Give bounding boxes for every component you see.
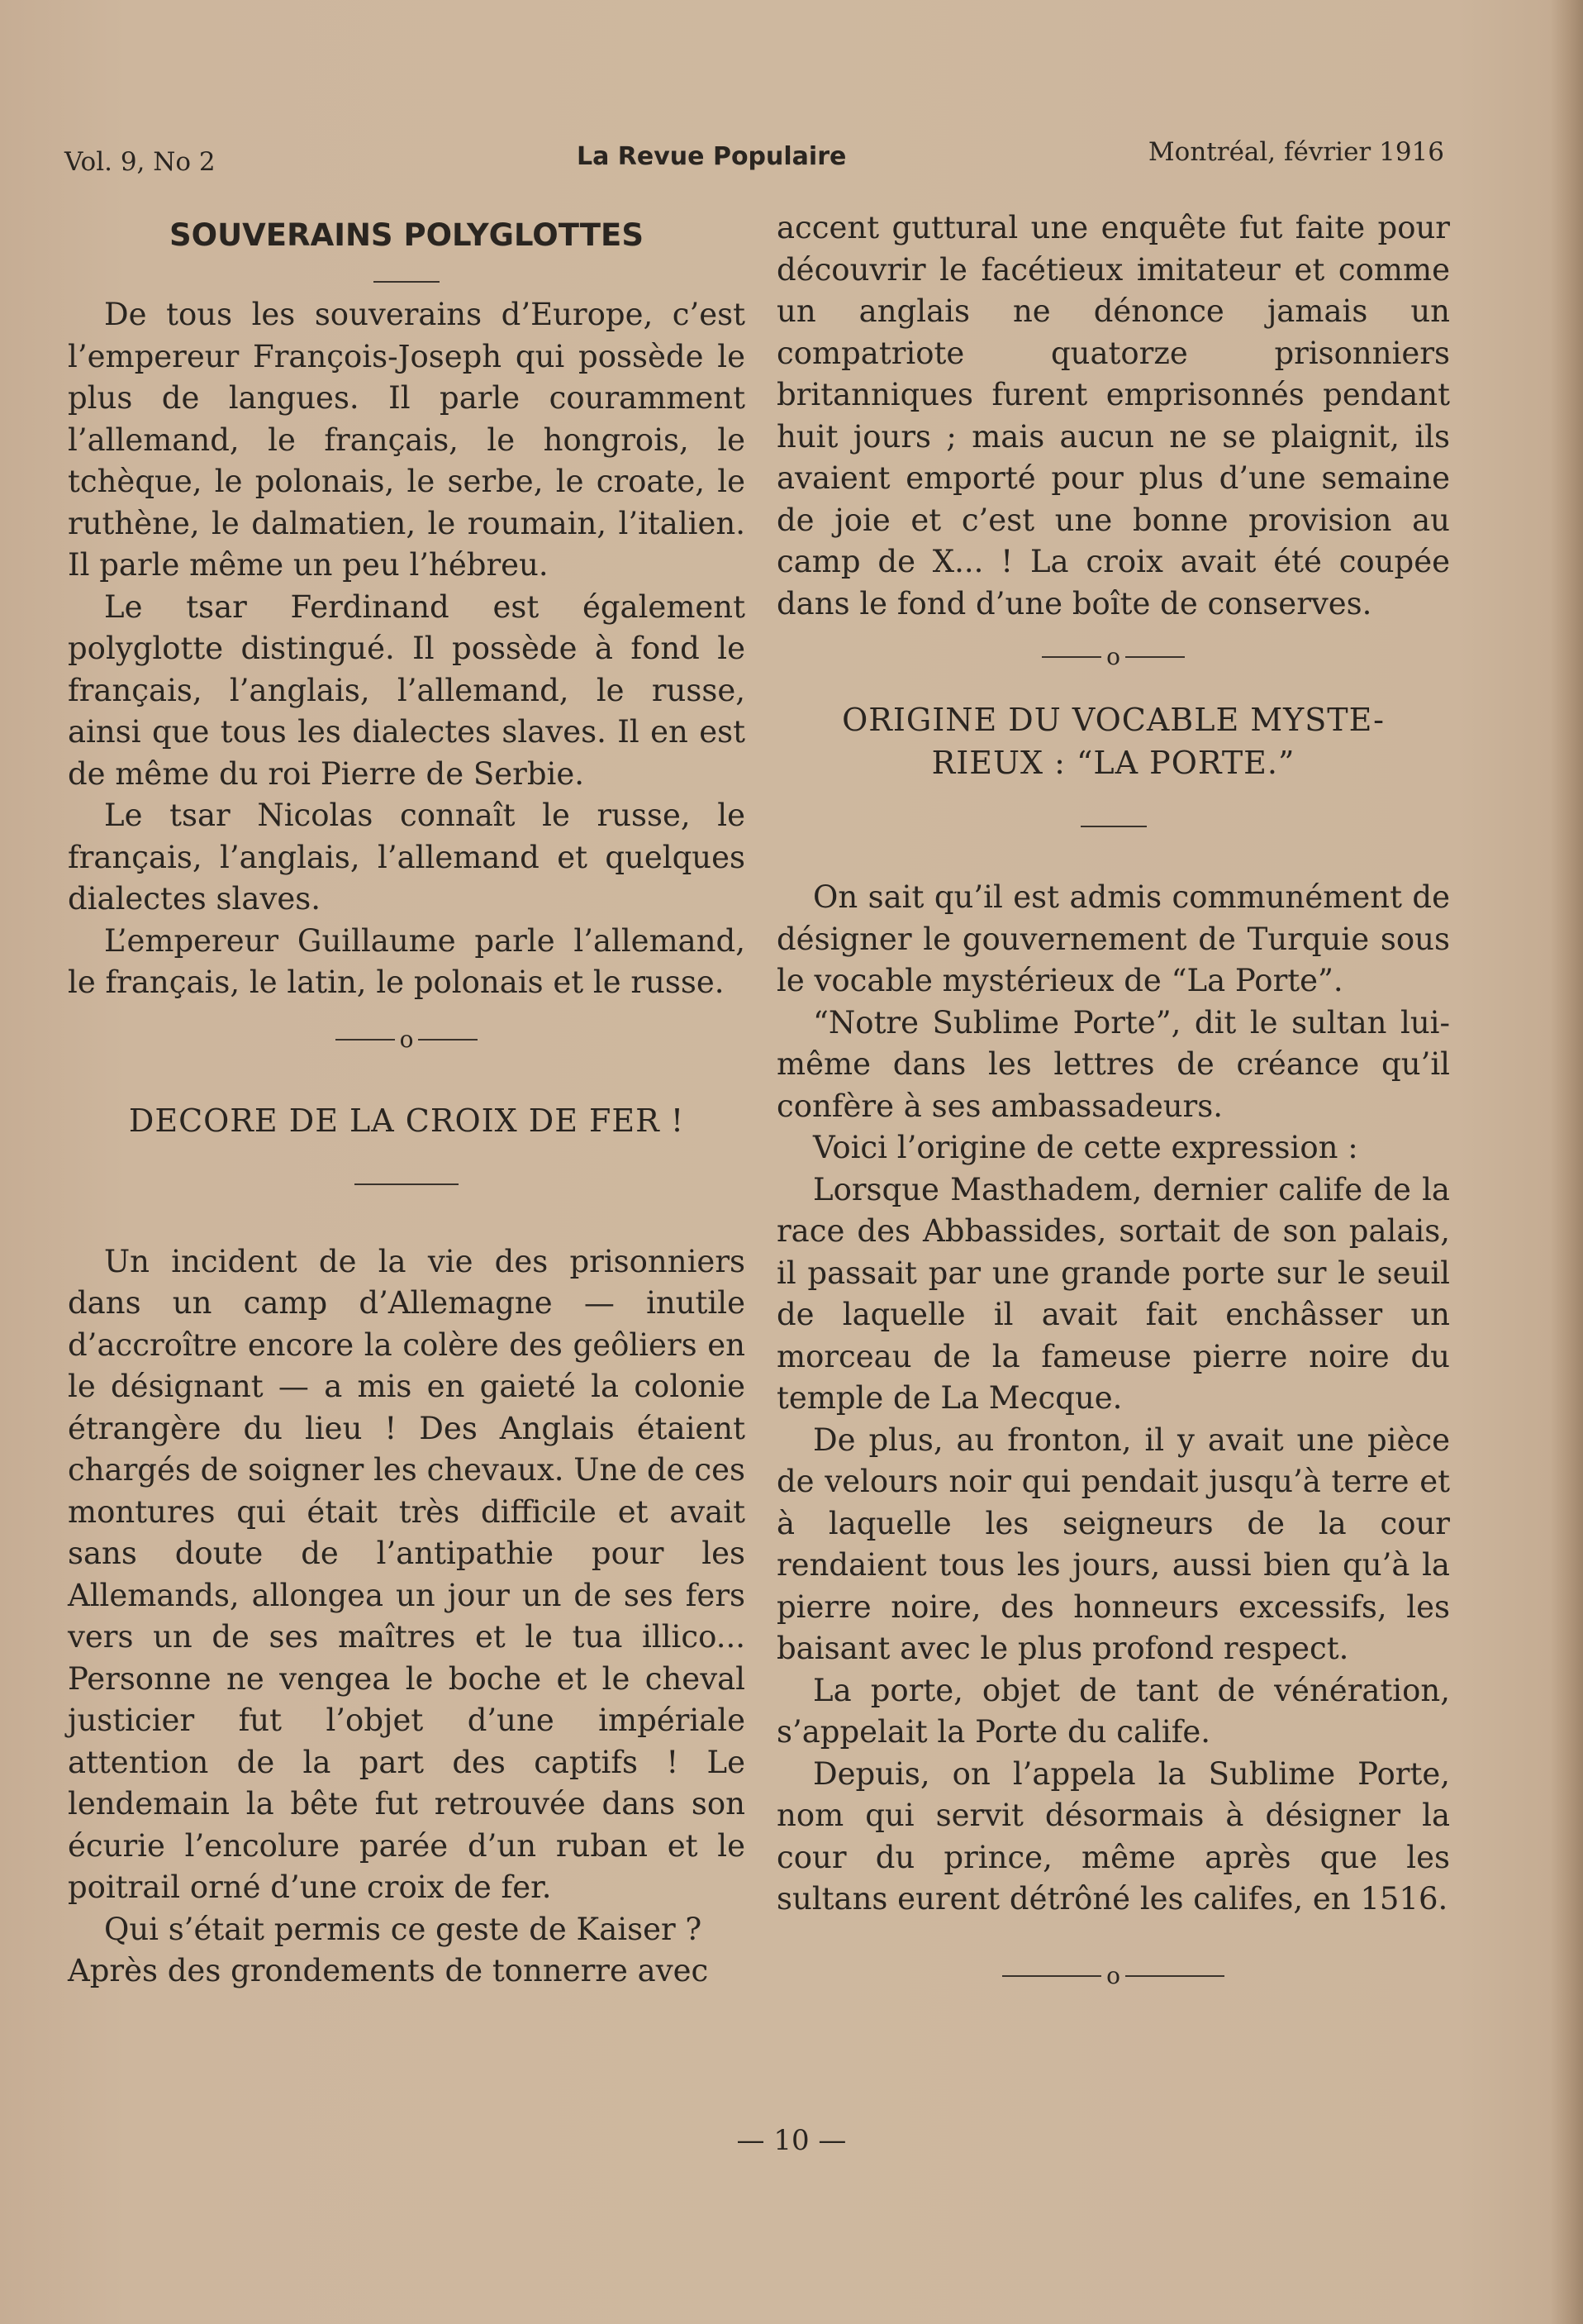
paragraph: L’empereur Guillaume parle l’allemand, le français, le latin, le polonais et le russe. <box>68 922 745 1000</box>
paragraph: De plus, au fronton, il y avait une pièce de velours noir qui pendait jusqu’à terre et à laquelle les seigneurs de la cour rendaient tous les jours, aussi bien qu’à la pierre noire, des honneurs excessifs, les baisant avec le plus profond respect. <box>777 1422 1450 1666</box>
divider-mark: o <box>399 1025 414 1053</box>
paragraph: Un incident de la vie des prisonniers dans un camp d’Allemagne — inutile d’accroître encore la colère des geôliers en le désignant — a mis en gaieté la colonie étrangère du lieu ! Des Anglais étaient chargés de soigner les chevaux. Une de ces montures qui était très difficile et avait sans doute de l’antipathie pour les Allemands, allongea un jour un de ses fers vers un de ses maîtres et le tua illico... Personne ne vengea le boche et le cheval justicier fut l’objet d’une impériale attention de la part des captifs ! Le lendemain la bête fut retrouvée dans son écurie l’encolure parée d’un ruban et le poitrail orné d’une croix de fer. <box>68 1243 745 1905</box>
paragraph: Le tsar Nicolas connaît le russe, le français, l’anglais, l’allemand et quelques dialectes slaves. <box>68 798 745 917</box>
paragraph: Le tsar Ferdinand est également polyglotte distingué. Il possède à fond le français, l’anglais, l’allemand, le russe, ainsi que tous les dialectes slaves. Il en est de même du roi Pierre de Serbie. <box>68 588 745 792</box>
section-divider <box>777 640 1450 674</box>
article-title-souverains: SOUVERAINS POLYGLOTTES <box>169 217 644 253</box>
article-title-origine-line1: ORIGINE DU VOCABLE MYSTE- <box>842 702 1385 738</box>
volume-number: Vol. 9, No 2 <box>64 147 216 177</box>
page-number: — 10 — <box>736 2124 847 2157</box>
paragraph: La porte, objet de tant de vénération, s’appelait la Porte du calife. <box>777 1672 1450 1750</box>
article-title-origine-line2: RIEUX : “LA PORTE.” <box>931 745 1295 781</box>
paragraph: Depuis, on l’appela la Sublime Porte, nom qui servit désormais à désigner la cour du prince, même après que les sultans eurent détrôné les califes, en 1516. <box>777 1755 1450 1917</box>
paragraph: On sait qu’il est admis communément de désigner le gouvernement de Turquie sous le vocable mystérieux de “La Porte”. <box>777 879 1450 998</box>
article-title-croix-de-fer: DECORE DE LA CROIX DE FER ! <box>128 1102 685 1139</box>
paragraph: Qui s’était permis ce geste de Kaiser ? Après des grondements de tonnerre avec <box>68 1911 709 1988</box>
section-divider <box>777 1959 1450 1993</box>
paragraph: De tous les souverains d’Europe, c’est l’empereur François-Joseph qui possède le plus de langues. Il parle couramment l’allemand, le français, le hongrois, le tchèque, le polonais, le serbe, le croate, le ruthène, le dalmatien, le roumain, l’italien. Il parle même un peu l’hébreu. <box>68 297 745 583</box>
dateline: Montréal, février 1916 <box>1148 137 1444 167</box>
paragraph: Voici l’origine de cette expression : <box>813 1130 1358 1165</box>
right-column <box>777 207 1450 1993</box>
page-edge <box>1550 0 1583 2324</box>
running-header <box>64 137 1444 179</box>
publication-title: La Revue Populaire <box>577 142 847 171</box>
section-divider <box>68 1022 745 1056</box>
left-column <box>68 212 745 1993</box>
paragraph-continued: accent guttural une enquête fut faite pour découvrir le facétieux imitateur et comme un anglais ne dénonce jamais un compatriote quatorze prisonniers britanniques furent emprisonnés pendant huit jours ; mais aucun ne se plaignit, ils avaient emporté pour plus d’une semaine de joie et c’est une bonne provision au camp de X... ! La croix avait été coupée dans le fond d’une boîte de conserves. <box>777 210 1450 621</box>
paragraph: Lorsque Masthadem, dernier calife de la race des Abbassides, sortait de son palais, il passait par une grande porte sur le seuil de laquelle il avait fait enchâsser un morceau de la fameuse pierre noire du temple de La Mecque. <box>777 1171 1450 1416</box>
paragraph: “Notre Sublime Porte”, dit le sultan lui-même dans les lettres de créance qu’il confère à ses ambassadeurs. <box>777 1004 1450 1124</box>
divider-mark: o <box>1106 1961 1120 1989</box>
divider-mark: o <box>1106 643 1120 670</box>
